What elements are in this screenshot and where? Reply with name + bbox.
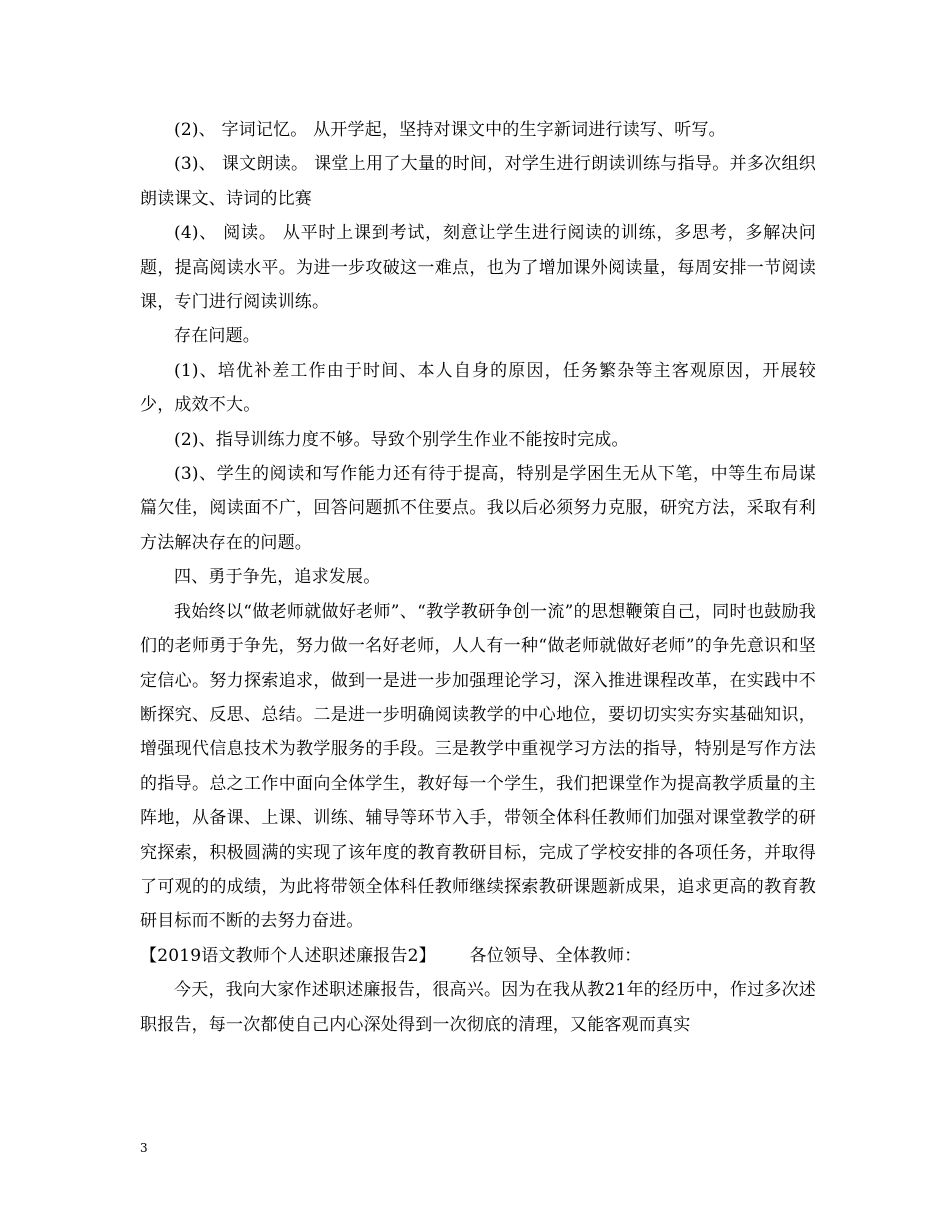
section-heading-four: 四、勇于争先，追求发展。 (174, 567, 381, 588)
paragraph-problem-3: (3)、学生的阅读和写作能力还有待于提高，特别是学困生无从下笔，中等生布局谋篇欠佳，阅读面不广，回答问题抓不住要点。我以后必须努力克服，研究方法，采取有利方法解决存在的问题。 (140, 464, 816, 553)
paragraph-report-intro: 今天，我向大家作述职述廉报告，很高兴。因为在我从教21年的经历中，作过多次述职报告，每一次都使自己内心深处得到一次彻底的清理，又能客观而真实 (140, 980, 816, 1035)
section-heading-problems: 存在问题。 (174, 326, 260, 347)
paragraph-word-memory: (2)、 字词记忆。 从开学起，坚持对课文中的生字新词进行读写、听写。 (174, 120, 726, 140)
document-body (140, 113, 816, 1042)
paragraph-text-reading-aloud: (3)、 课文朗读。 课堂上用了大量的时间，对学生进行朗读训练与指导。并多次组织朗读课文、诗词的比赛 (140, 154, 816, 209)
paragraph-problem-2: (2)、指导训练力度不够。导致个别学生作业不能按时完成。 (174, 429, 629, 450)
paragraph-reading: (4)、 阅读。 从平时上课到考试，刻意让学生进行阅读的训练，多思考，多解决问题，提高阅读水平。为进一步攻破这一难点，也为了增加课外阅读量，每周安排一节阅读课，专门进行阅读训练。 (140, 223, 816, 313)
report-2-heading: 【2019语文教师个人述职述廉报告2】 各位领导、全体教师： (140, 945, 642, 966)
paragraph-problem-1: (1)、培优补差工作由于时间、本人自身的原因，任务繁杂等主客观原因，开展较少，成效不大。 (140, 360, 816, 416)
page-number: 3 (140, 1141, 148, 1155)
paragraph-development: 我始终以“做老师就做好老师”、“教学教研争创一流”的思想鞭策自己，同时也鼓励我们的老师勇于争先，努力做一名好老师，人人有一种“做老师就做好老师”的争先意识和坚定信心。努力探索追求，做到一是进一步加强理论学习，深入推进课程改革，在实践中不断探究、反思、总结。二是进一步明确阅读教学的中心地位，要切切实实夯实基础知识，增强现代信息技术为教学服务的手段。三是教学中重视学习方法的指导，特别是写作方法的指导。总之工作中面向全体学生，教好每一个学生，我们把课堂作为提高教学质量的主阵地，从备课、上课、训练、辅导等环节入手，带领全体科任教师们加强对课堂教学的研究探索，积极圆满的实现了该年度的教育教研目标，完成了学校安排的各项任务，并取得了可观的的成绩，为此将带领全体科任教师继续探索教研课题新成果，追求更高的教育教研目标而不断的去努力奋进。 (140, 601, 816, 932)
